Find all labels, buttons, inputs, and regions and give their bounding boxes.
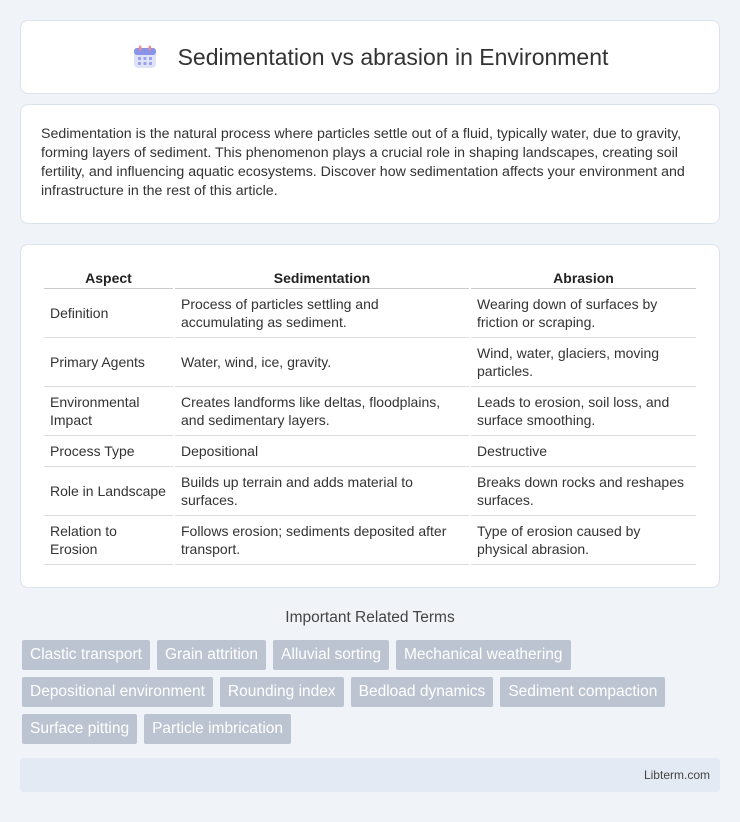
table-row — [44, 467, 696, 516]
related-term-tag[interactable]: Particle imbrication — [144, 714, 291, 744]
table-cell: Primary Agents — [44, 338, 173, 387]
related-term-tag[interactable]: Depositional environment — [22, 677, 213, 707]
column-header-abrasion: Abrasion — [471, 265, 696, 289]
column-header-sedimentation: Sedimentation — [175, 265, 469, 289]
table-cell: Breaks down rocks and reshapes surfaces. — [471, 467, 696, 516]
related-term-tag[interactable]: Surface pitting — [22, 714, 137, 744]
table-cell: Builds up terrain and adds material to surfaces. — [175, 467, 469, 516]
table-row — [44, 516, 696, 565]
table-cell: Relation to Erosion — [44, 516, 173, 565]
header-card — [20, 20, 720, 94]
table-cell: Type of erosion caused by physical abrasion. — [471, 516, 696, 565]
calendar-icon — [132, 44, 158, 70]
table-cell: Leads to erosion, soil loss, and surface smoothing. — [471, 387, 696, 436]
related-term-tag[interactable]: Sediment compaction — [500, 677, 665, 707]
table-cell: Follows erosion; sediments deposited after transport. — [175, 516, 469, 565]
header — [21, 21, 719, 93]
page-title: Sedimentation vs abrasion in Environment — [177, 43, 609, 70]
related-term-tag[interactable]: Grain attrition — [157, 640, 266, 670]
comparison-card — [20, 244, 720, 588]
table-cell: Destructive — [471, 436, 696, 467]
table-cell: Wearing down of surfaces by friction or scraping. — [471, 289, 696, 338]
table-cell: Process of particles settling and accumulating as sediment. — [175, 289, 469, 338]
table-row — [44, 338, 696, 387]
footer — [20, 758, 720, 792]
table-cell: Creates landforms like deltas, floodplains, and sedimentary layers. — [175, 387, 469, 436]
footer-brand-link[interactable]: Libterm.com — [643, 768, 710, 782]
table-cell: Wind, water, glaciers, moving particles. — [471, 338, 696, 387]
table-row — [44, 387, 696, 436]
table-cell: Role in Landscape — [44, 467, 173, 516]
table-cell: Depositional — [175, 436, 469, 467]
intro-card — [20, 104, 720, 224]
intro-text: Sedimentation is the natural process where particles settle out of a fluid, typically water, due to gravity, forming layers of sediment. This phenomenon plays a crucial role in shaping landscapes, creating soil fertility, and influencing aquatic ecosystems. Discover how sedimentation affects your environment and infrastructure in the rest of this article. — [41, 126, 685, 199]
comparison-table — [42, 265, 698, 565]
table-row — [44, 289, 696, 338]
table-row — [44, 436, 696, 467]
table-header-row — [44, 265, 696, 289]
table-cell: Water, wind, ice, gravity. — [175, 338, 469, 387]
related-term-tag[interactable]: Clastic transport — [22, 640, 150, 670]
related-term-tag[interactable]: Alluvial sorting — [273, 640, 389, 670]
table-cell: Process Type — [44, 436, 173, 467]
table-cell: Environmental Impact — [44, 387, 173, 436]
related-term-tag[interactable]: Rounding index — [220, 677, 344, 707]
table-cell: Definition — [44, 289, 173, 338]
related-terms-list — [22, 640, 722, 744]
related-terms-title: Important Related Terms — [285, 609, 455, 626]
related-term-tag[interactable]: Mechanical weathering — [396, 640, 571, 670]
column-header-aspect: Aspect — [44, 265, 173, 289]
related-term-tag[interactable]: Bedload dynamics — [351, 677, 494, 707]
